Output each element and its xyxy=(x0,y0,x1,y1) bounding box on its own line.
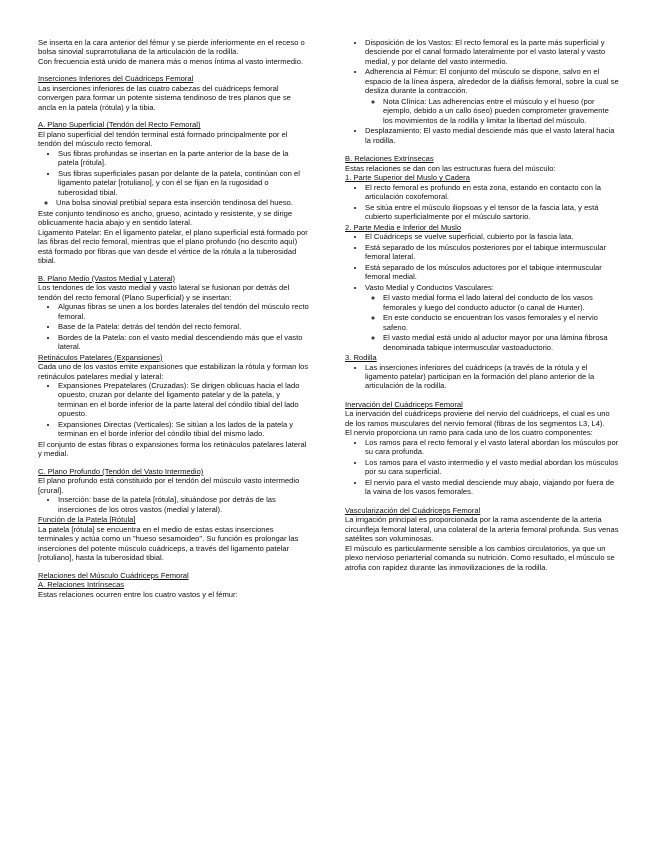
list-item: ◦ Nota Clínica: Las adherencias entre el músculo y el hueso (por ejemplo, debido a un callo óseo) pueden comprometer gravemente los movimientos de la rodilla y limitar la libertad del músculo. xyxy=(383,97,620,125)
list-item: • El recto femoral es profundo en esta zona, estando en contacto con la articulación coxofemoral. xyxy=(365,183,620,202)
list-item: • El Cuádriceps se vuelve superficial, cubierto por la fascia lata. xyxy=(365,232,620,241)
heading-funcion-patela: Función de la Patela [Rótula] xyxy=(38,515,136,525)
list-item: ◦ En este conducto se encuentran los vasos femorales y el nervio safeno. xyxy=(383,313,620,332)
paragraph-plano-a: El plano superficial del tendón terminal está formado principalmente por el tendón del músculo recto femoral. xyxy=(38,129,288,149)
heading-inervacion: Inervación del Cuádriceps Femoral xyxy=(345,399,463,409)
list-item: • El nervio para el vasto medial desciende muy abajo, viajando por fuera de la vaina de los vasos femorales. xyxy=(365,478,620,497)
list-plano-c xyxy=(38,495,310,514)
heading-vascularizacion: Vascularización del Cuádriceps Femoral xyxy=(345,505,481,515)
list-item: • Expansiones Directas (Verticales): Se sitúan a los lados de la patela y terminan en el borde inferior del cóndilo tibial del mismo lado. xyxy=(58,420,310,439)
paragraph-plano-b: Los tendones de los vasto medial y vasto lateral se fusionan por detrás del tendón del recto femoral (Plano Superficial) y se insertan: xyxy=(38,283,290,302)
list-item: • Disposición de los Vastos: El recto femoral es la parte más superficial y desciende por el canal formado lateralmente por el vasto lateral y vasto medial, y por delante del vasto intermedio. xyxy=(365,38,620,66)
left-column xyxy=(38,38,310,599)
heading-plano-c: C. Plano Profundo (Tendón del Vasto Intermedio) xyxy=(38,466,204,476)
list-item: • Algunas fibras se unen a los bordes laterales del tendón del músculo recto femoral. xyxy=(58,302,310,321)
paragraph-conjunto: Este conjunto tendinoso es ancho, grueso, acintado y resistente, y se dirige oblicuamente hacia abajo y en sentido lateral. xyxy=(38,208,293,228)
heading-plano-a: A. Plano Superficial (Tendón del Recto Femoral) xyxy=(38,120,201,130)
list-item: • Base de la Patela: detrás del tendón del recto femoral. xyxy=(58,322,310,331)
list-plano-a xyxy=(38,149,310,197)
paragraph-relaciones-intrinsecas: Estas relaciones ocurren entre los cuatro vastos y el fémur: xyxy=(38,589,238,599)
list-relaciones-intrinsecas xyxy=(345,38,620,96)
paragraph-retinaculos: Cada uno de los vastos emite expansiones que estabilizan la rótula y forman los retináculos patelares medial y lateral: xyxy=(38,362,309,381)
list-item: • Inserción: base de la patela [rótula], situándose por detrás de las inserciones de los otros vastos (medial y lateral). xyxy=(58,495,310,514)
heading-retinaculos: Retináculos Patelares (Expansiones) xyxy=(38,352,163,362)
list-item: • Vasto Medial y Conductos Vasculares: xyxy=(365,283,620,292)
sublist-conductos-vasculares xyxy=(345,293,620,352)
heading-parte-superior: 1. Parte Superior del Muslo y Cadera xyxy=(345,173,470,183)
sublist-plano-a xyxy=(38,198,310,207)
list-item: • Los ramos para el recto femoral y el vasto lateral abordan los músculos por su cara profunda. xyxy=(365,438,620,457)
list-parte-superior xyxy=(345,183,620,222)
sublist-nota-clinica xyxy=(345,97,620,125)
paragraph-ligamento-patelar: Ligamento Patelar: En el ligamento patelar, el plano superficial está formado por las fibras del recto femoral, mientras que el plano profundo (no descrito aquí) está formado por fibras que van desde el vértice de la rótula a la tuberosidad tibial. xyxy=(38,227,308,266)
list-item: ◦ El vasto medial forma el lado lateral del conducto de los vasos femorales y luego del conducto aductor (o canal de Hunter). xyxy=(383,293,620,312)
list-item: • Las inserciones inferiores del cuádriceps (a través de la rótula y el ligamento patelar) participan en la formación del plano anterior de la articulación de la rodilla. xyxy=(365,363,620,391)
list-desplazamiento xyxy=(345,126,620,145)
heading-parte-media: 2. Parte Media e Inferior del Muslo xyxy=(345,222,462,232)
list-retinaculos xyxy=(38,381,310,439)
paragraph-vascularizacion-2: El músculo es particularmente sensible a los cambios circulatorios, ya que un plexo nervioso periarterial comanda su nutrición. Como resultado, el músculo se atrofia con rapidez durante las inmovilizaciones de la rodilla. xyxy=(345,543,615,572)
heading-relaciones-intrinsecas: A. Relaciones Intrínsecas xyxy=(38,580,125,590)
list-item: • Desplazamiento: El vasto medial desciende más que el vasto lateral hacia la rodilla. xyxy=(365,126,620,145)
list-item: • Expansiones Prepatelares (Cruzadas): Se dirigen oblicuas hacia el lado opuesto, cruzan por delante del ligamento patelar y de la patela, y terminan en el borde inferior de la parte lateral del cóndilo tibial del lado opuesto. xyxy=(58,381,310,419)
paragraph-inervacion-2: El nervio proporciona un ramo para cada uno de los cuatro componentes: xyxy=(345,428,593,438)
paragraph-conjunto-fibras: El conjunto de estas fibras o expansiones forma los retináculos patelares lateral y medial. xyxy=(38,439,307,459)
list-item: • Los ramos para el vasto intermedio y el vasto medial abordan los músculos por su cara superficial. xyxy=(365,458,620,477)
list-item: ◦ El vasto medial está unido al aductor mayor por una lámina fibrosa denominada tabique intermuscular vastoaductorio. xyxy=(383,333,620,352)
paragraph-inserciones: Las inserciones inferiores de las cuatro cabezas del cuádriceps femoral convergen para formar un potente sistema tendinoso de tres planos que se ancla en la patela (rótula) y la tibia. xyxy=(38,83,291,112)
paragraph-relaciones-extrinsecas: Estas relaciones se dan con las estructuras fuera del músculo: xyxy=(345,163,556,173)
intro-paragraph-1: Se inserta en la cara anterior del fémur y se pierde inferiormente en el receso o bolsa sinovial suprarrotuliana de la articulación de la rodilla. xyxy=(38,38,305,57)
list-parte-media xyxy=(345,232,620,292)
list-rodilla xyxy=(345,363,620,391)
list-item: • Adherencia al Fémur: El conjunto del músculo se dispone, salvo en el espacio de la línea áspera, alrededor de la diáfisis femoral, sobre la cual se desliza durante la contracción. xyxy=(365,67,620,95)
heading-relaciones: Relaciones del Músculo Cuádriceps Femoral xyxy=(38,570,189,580)
list-item: • Está separado de los músculos aductores por el tabique intermuscular femoral medial. xyxy=(365,263,620,282)
heading-relaciones-extrinsecas: B. Relaciones Extrínsecas xyxy=(345,154,434,164)
list-item: • Sus fibras profundas se insertan en la parte anterior de la base de la patela [rótula]. xyxy=(58,149,310,168)
list-item: ◦ Una bolsa sinovial pretibial separa esta inserción tendinosa del hueso. xyxy=(56,198,310,207)
list-inervacion xyxy=(345,438,620,497)
paragraph-inervacion-1: La inervación del cuádriceps proviene del nervio del cuádriceps, el cual es uno de los ramos musculares del nervio femoral (fibras de los segmentos L3, L4). xyxy=(345,409,610,428)
heading-inserciones: Inserciones Inferiores del Cuádriceps Femoral xyxy=(38,74,194,84)
list-item: • Se sitúa entre el músculo iliopsoas y el tensor de la fascia lata, y está cubierto superficialmente por el músculo sartorio. xyxy=(365,203,620,222)
paragraph-funcion-patela: La patela [rótula] se encuentra en el medio de estas estas inserciones terminales y actúa como un "hueso sesamoideo". Su función es prolongar las inserciones del potente músculo cuádriceps, a través del ligamento patelar [rotuliano], hasta la tuberosidad tibial. xyxy=(38,524,299,563)
list-item: • Bordes de la Patela: con el vasto medial descendiendo más que el vasto lateral. xyxy=(58,333,310,352)
list-item: • Sus fibras superficiales pasan por delante de la patela, continúan con el ligamento patelar [rotuliano], y con él se fijan en la rugosidad o tuberosidad tibial. xyxy=(58,169,310,197)
paragraph-plano-c: El plano profundo está constituido por el tendón del músculo vasto intermedio [crural]. xyxy=(38,476,300,495)
heading-plano-b: B. Plano Medio (Vastos Medial y Lateral) xyxy=(38,273,176,283)
paragraph-vascularizacion-1: La irrigación principal es proporcionada por la rama ascendente de la arteria circunfleja femoral lateral, una colateral de la arteria femoral profunda. Sus venas satélites son voluminosas. xyxy=(345,515,619,544)
list-plano-b xyxy=(38,302,310,351)
right-column xyxy=(345,38,620,572)
heading-rodilla: 3. Rodilla xyxy=(345,353,377,363)
list-item: • Está separado de los músculos posteriores por el tabique intermuscular femoral lateral. xyxy=(365,243,620,262)
intro-paragraph-2: Con frecuencia está unido de manera más o menos íntima al vasto intermedio. xyxy=(38,56,304,66)
